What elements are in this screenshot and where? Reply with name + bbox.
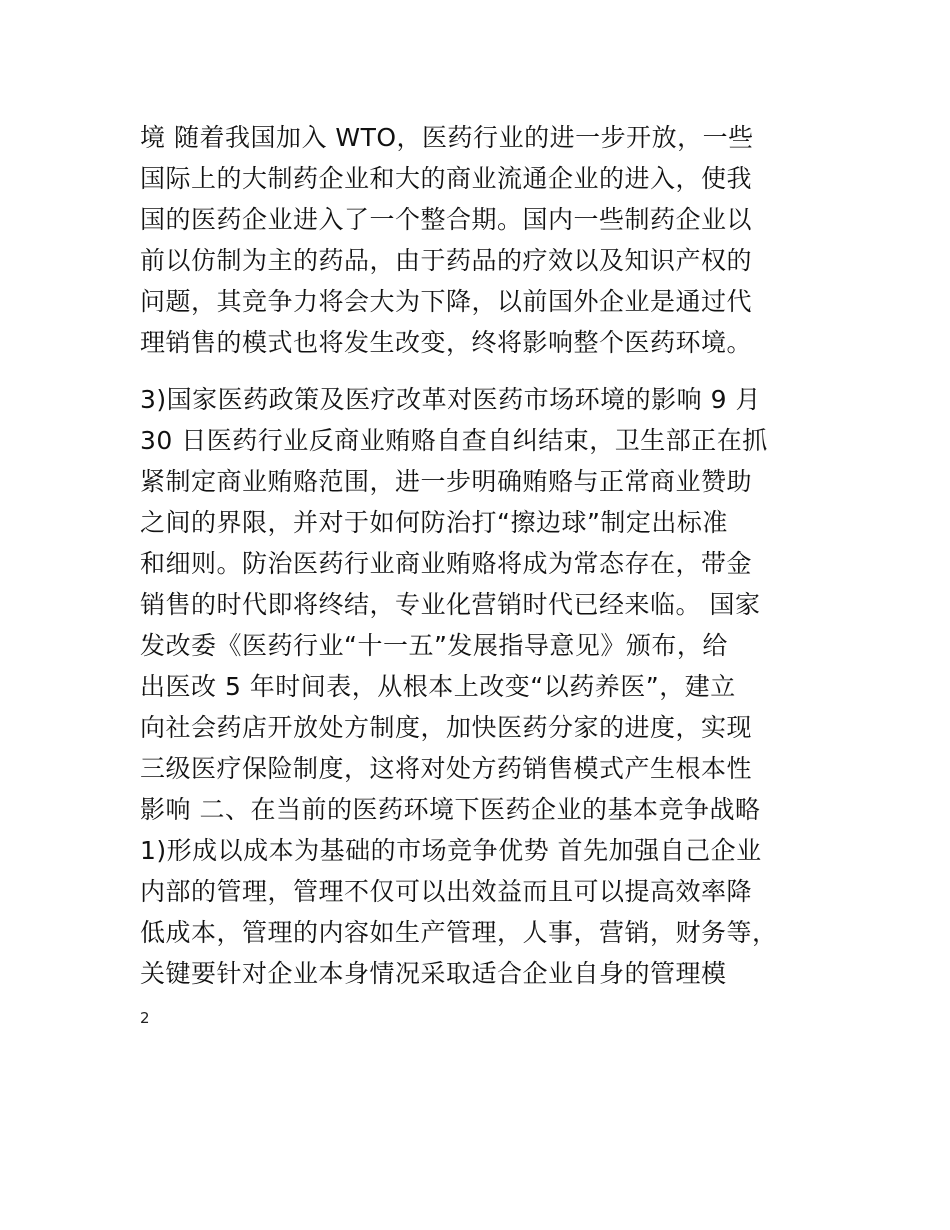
text-line: 境 随着我国加入 WTO，医药行业的进一步开放，一些 [140,123,754,152]
text-line: 低成本，管理的内容如生产管理，人事，营销，财务等， [140,918,778,947]
text-line: 三级医疗保险制度，这将对处方药销售模式产生根本性 [140,754,753,783]
text-line: 理销售的模式也将发生改变，终将影响整个医药环境。 [140,328,753,357]
text-line: 问题，其竞争力将会大为下降，以前国外企业是通过代 [140,287,753,316]
text-line: 向社会药店开放处方制度，加快医药分家的进度，实现 [140,713,753,742]
text-line: 前以仿制为主的药品，由于药品的疗效以及知识产权的 [140,246,753,275]
page-number: 2 [140,1009,150,1027]
text-line: 之间的界限，并对于如何防治打“擦边球”制定出标准 [140,508,728,537]
paragraph-policy-and-strategy [140,379,820,994]
text-line: 和细则。防治医药行业商业贿赂将成为常态存在，带金 [140,549,753,578]
text-line: 内部的管理，管理不仅可以出效益而且可以提高效率降 [140,877,753,906]
text-line: 影响 二、在当前的医药环境下医药企业的基本竞争战略 [140,795,761,824]
text-line: 发改委《医药行业“十一五”发展指导意见》颁布，给 [140,631,728,660]
text-line: 30 日医药行业反商业贿赂自查自纠结束，卫生部正在抓 [140,426,768,455]
paragraph-wto-impact [140,117,820,363]
text-line: 3)国家医药政策及医疗改革对医药市场环境的影响 9 月 [140,385,761,414]
text-line: 1)形成以成本为基础的市场竞争优势 首先加强自己企业 [140,836,762,865]
text-line: 出医改 5 年时间表，从根本上改变“以药养医”，建立 [140,672,736,701]
text-line: 紧制定商业贿赂范围，进一步明确贿赂与正常商业赞助 [140,467,753,496]
text-line: 国际上的大制药企业和大的商业流通企业的进入，使我 [140,164,753,193]
text-line: 关键要针对企业本身情况采取适合企业自身的管理模 [140,959,727,988]
text-line: 销售的时代即将终结，专业化营销时代已经来临。 国家 [140,590,761,619]
text-line: 国的医药企业进入了一个整合期。国内一些制药企业以 [140,205,753,234]
